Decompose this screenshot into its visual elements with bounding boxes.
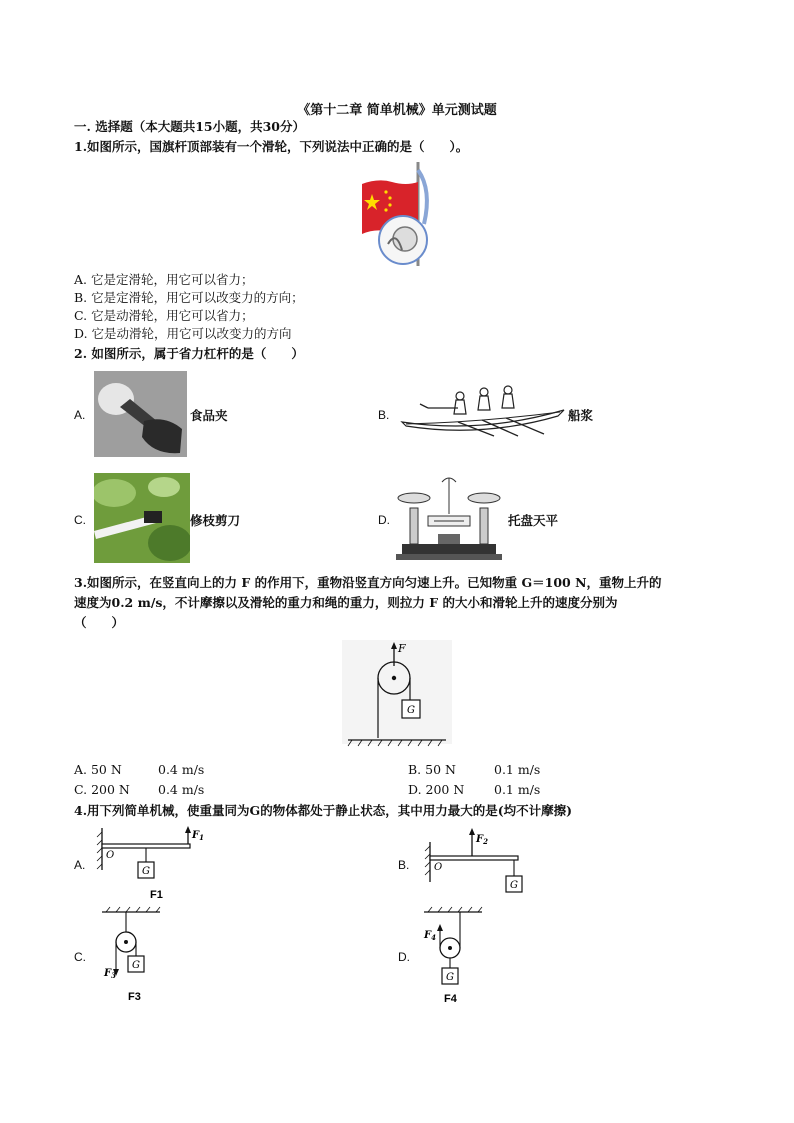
- weight-label: G: [407, 705, 415, 716]
- force-label-f4: $F_4$: [424, 930, 436, 942]
- pruning-shears-image: [94, 473, 190, 563]
- q4-option-d[interactable]: D.: [398, 950, 410, 964]
- rowing-boat-image: [398, 382, 566, 438]
- weight-label: G: [132, 960, 140, 971]
- flag-pulley-figure: [358, 160, 438, 268]
- lever-bar-icon: [430, 856, 518, 860]
- q3-option-c[interactable]: C. 200 N: [74, 782, 130, 797]
- force-label-f2: $F_2$: [476, 834, 488, 846]
- pivot-label: O: [106, 850, 115, 861]
- q2-caption-b: 船浆: [568, 408, 594, 423]
- q2-caption-d: 托盘天平: [508, 513, 559, 528]
- q3-option-c-speed: 0.4 m/s: [158, 782, 205, 797]
- q3-options-row1: [74, 761, 734, 779]
- q1-option-b[interactable]: B. 它是定滑轮，用它可以改变力的方向；: [74, 290, 304, 305]
- q3-option-a-speed: 0.4 m/s: [158, 762, 205, 777]
- weight-label: G: [142, 866, 150, 877]
- q3-option-d[interactable]: D. 200 N: [408, 782, 465, 797]
- q2-option-a[interactable]: A.: [74, 408, 86, 422]
- force-label-f3: $F_3$: [104, 968, 116, 980]
- balance-scale-image: [394, 474, 504, 564]
- pivot-label: O: [434, 862, 443, 873]
- q1-option-d[interactable]: D. 它是动滑轮，用它可以改变力的方向: [74, 326, 292, 341]
- q3-option-a[interactable]: A. 50 N: [74, 762, 122, 777]
- lever-bar-icon: [102, 844, 190, 848]
- q3-option-d-speed: 0.1 m/s: [494, 782, 541, 797]
- q3-option-b-speed: 0.1 m/s: [494, 762, 541, 777]
- q4-stem: 4.用下列简单机械，使重量同为G的物体都处于静止状态，其中用力最大的是(均不计摩擦): [74, 803, 573, 818]
- q1-option-c[interactable]: C. 它是动滑轮，用它可以省力；: [74, 308, 254, 323]
- movable-pulley-d-diagram: [420, 906, 500, 1006]
- q3-stem-line3: （ ）: [74, 615, 125, 630]
- weight-label: G: [510, 880, 518, 891]
- lever-a-diagram: [96, 824, 206, 904]
- force-label-f1: $F_1$: [192, 830, 204, 842]
- weight-label: G: [446, 972, 454, 983]
- q4-option-c[interactable]: C.: [74, 950, 86, 964]
- section-heading: 一. 选择题（本大题共15小题，共30分）: [74, 119, 305, 134]
- q2-caption-a: 食品夹: [190, 408, 228, 423]
- q3-options-row2: [74, 781, 734, 799]
- pulley-diagram: [342, 640, 452, 748]
- q1-stem: 1.如图所示，国旗杆顶部装有一个滑轮，下列说法中正确的是（ ）。: [74, 139, 469, 154]
- q3-option-b[interactable]: B. 50 N: [408, 762, 456, 777]
- fixed-pulley-c-diagram: [96, 906, 176, 1006]
- q3-stem-line1: 3.如图所示，在竖直向上的力 F 的作用下，重物沿竖直方向匀速上升。已知物重 G＝100 N，重物上升的: [74, 575, 662, 590]
- q4-option-b[interactable]: B.: [398, 858, 410, 872]
- q3-stem-line2: 速度为0.2 m/s，不计摩擦以及滑轮的重力和绳的重力，则拉力 F 的大小和滑轮上升的速度分别为: [74, 595, 618, 610]
- q1-option-a[interactable]: A. 它是定滑轮，用它可以省力；: [74, 272, 254, 287]
- q4-option-a[interactable]: A.: [74, 858, 86, 872]
- q2-stem: 2. 如图所示，属于省力杠杆的是（ ）: [74, 346, 304, 361]
- page-title: 《第十二章 简单机械》单元测试题: [297, 103, 497, 118]
- lever-b-diagram: [424, 822, 534, 902]
- food-tongs-image: [94, 371, 187, 457]
- force-label: F: [398, 642, 406, 655]
- force-caption-f4: F4: [444, 993, 457, 1005]
- q2-option-b[interactable]: B.: [378, 408, 390, 422]
- force-caption-f1: F1: [150, 889, 163, 901]
- q2-option-c[interactable]: C.: [74, 513, 86, 527]
- force-caption-f3: F3: [128, 991, 141, 1003]
- q2-option-d[interactable]: D.: [378, 513, 390, 527]
- q2-caption-c: 修枝剪刀: [190, 513, 241, 528]
